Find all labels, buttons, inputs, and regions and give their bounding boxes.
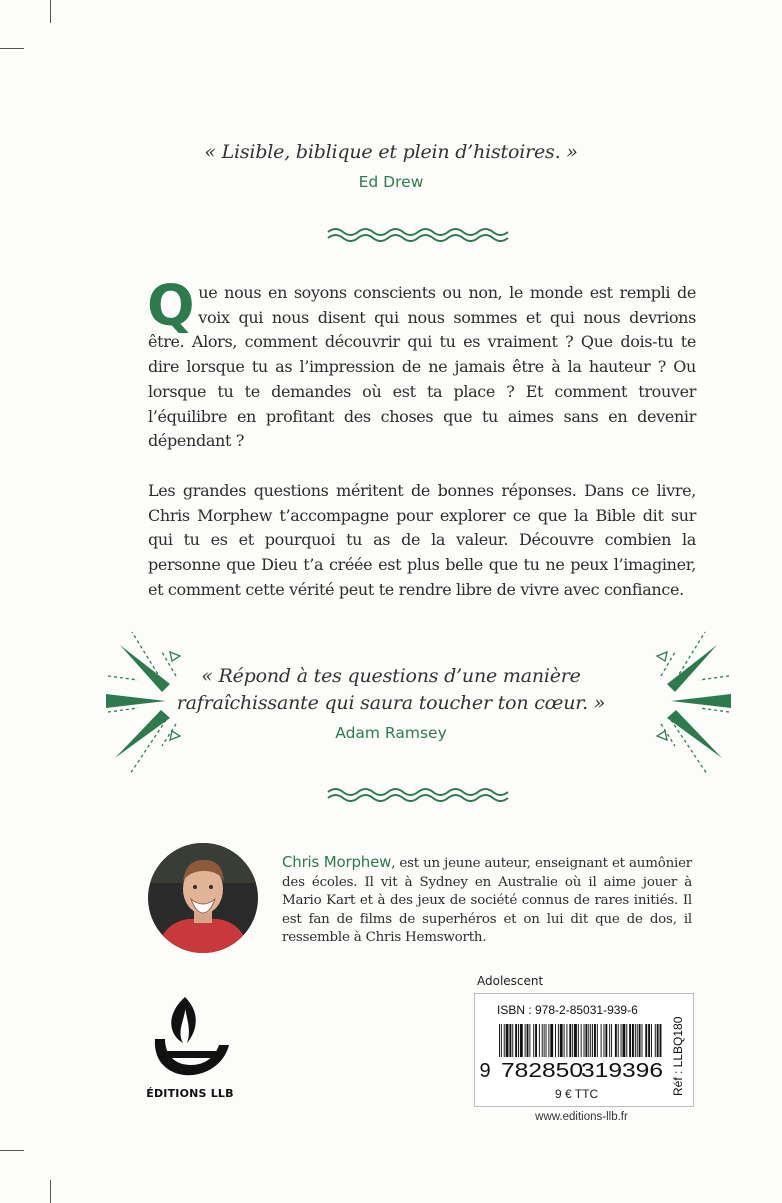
wave-divider-icon [326,786,514,802]
crop-mark [0,48,24,49]
endorsement-quote-1 [0,139,782,191]
publisher-name: ÉDITIONS LLB [146,1087,234,1100]
price-label: 9 € TTC [555,1087,599,1101]
wave-divider-icon [326,226,514,242]
quote-author: Ed Drew [358,173,424,191]
quote-text-line-2: rafraîchissante qui saura toucher ton cœur. » [176,692,606,714]
quote-text-line-1: « Répond à tes questions d’une manière [201,665,581,687]
description-paragraph-1 [147,274,696,454]
barcode-box [474,993,694,1107]
flame-lamp-icon [145,995,235,1081]
publisher-logo [135,995,245,1100]
reference-code [669,1006,687,1096]
publisher-website: www.editions-llb.fr [535,1111,628,1123]
crop-mark [0,1150,24,1151]
barcode-digit-prefix: 9 [479,1060,491,1081]
description-paragraph-2: Les grandes questions méritent de bonnes réponses. Dans ce livre, Chris Morphew t’accompagne pour explorer ce que la Bible dit sur qui tu es et pourquoi tu as de la valeur. Découvre combien la personne que Dieu t’a créée est plus belle que tu ne peux l’imaginer, et comment cette vérité peut te rendre libre de vivre avec confiance. [148,480,696,599]
category-label: Adolescent [477,974,544,988]
isbn-label: ISBN : 978-2-85031-939-6 [497,1003,638,1017]
barcode-number [479,1057,665,1081]
crop-mark [50,1180,51,1203]
quote-text: « Lisible, biblique et plein d’histoires. » [204,141,578,163]
barcode-digit-group-1: 782850 [501,1060,583,1081]
author-bio [282,853,692,948]
author-bio-text: , est un jeune auteur, enseignant et aumônier des écoles. Il vit à Sydney en Australie où il aime jouer à Mario Kart et à des jeux de société connus de rares initiés. Il est fan de films de superhéros et on lui dit que de dos, il ressemble à Chris Hemsworth. [282,856,692,946]
drop-cap: Q [147,274,195,339]
reference-code-text: Réf : LLBQ180 [671,1016,685,1096]
barcode-digit-group-2: 319396 [581,1060,663,1081]
crop-mark [50,0,51,23]
quote-author: Adam Ramsey [335,724,447,742]
author-name: Chris Morphew [282,853,392,871]
author-photo [148,843,258,953]
paragraph-text: ue nous en soyons conscients ou non, le monde est rempli de voix qui nous disent qui nous sommes et qui nous devrions être. Alors, comment découvrir qui tu es vraiment ? Que dois-tu te dire lorsque tu as l’impression de ne jamais être à la hauteur ? Ou lorsque tu te demandes où est ta place ? Et comment trouver l’équilibre en profitant des choses que tu aimes sans en devenir dépendant ? [148,283,696,451]
endorsement-quote-2 [0,663,782,742]
back-cover-description [147,274,696,602]
